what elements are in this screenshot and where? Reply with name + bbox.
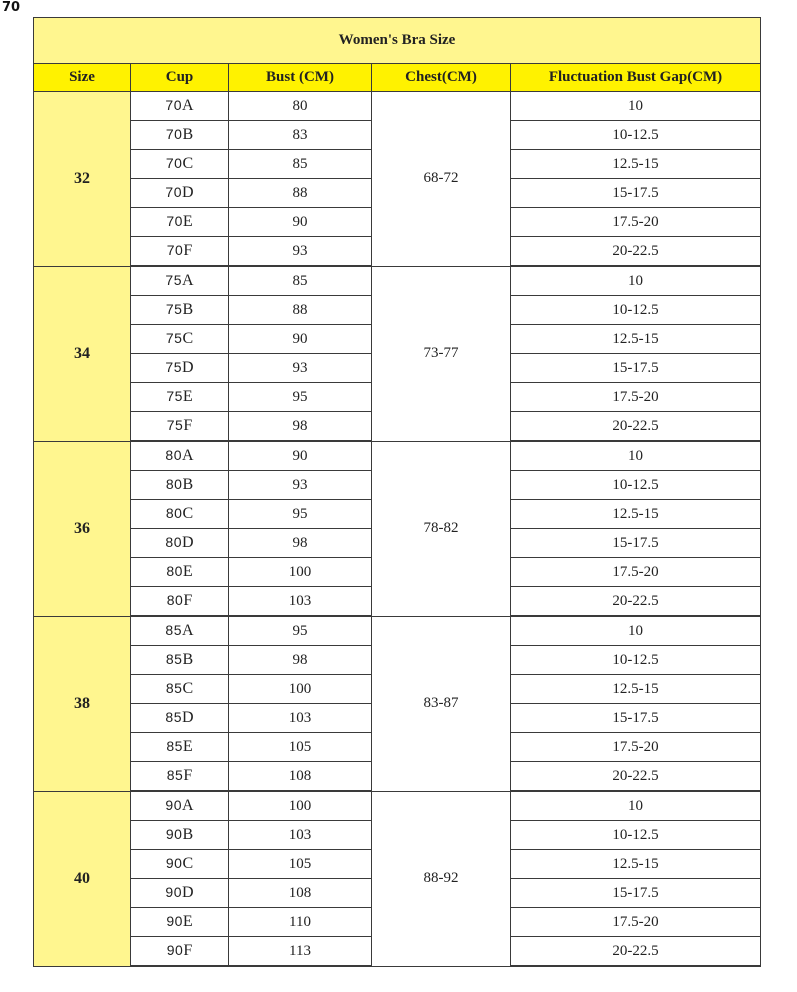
cup-letter: E [182,388,193,405]
gap-cell: 17.5-20 [511,383,761,412]
gap-cell: 10 [511,791,761,821]
bust-cell: 95 [229,500,372,529]
cup-cell [131,296,229,325]
bust-cell: 90 [229,441,372,471]
bust-cell: 95 [229,383,372,412]
cup-letter: F [183,592,193,609]
cup-band: 80 [165,447,182,463]
cup-cell [131,821,229,850]
cup-band: 75 [166,388,183,404]
bust-cell: 85 [229,266,372,296]
gap-cell: 10 [511,616,761,646]
cup-cell [131,500,229,529]
corner-label: 70 [2,0,21,15]
cup-band: 80 [166,563,183,579]
size-cell: 38 [34,616,131,791]
chest-cell: 73-77 [372,266,511,441]
bust-cell: 100 [229,791,372,821]
cup-band: 85 [166,738,183,754]
cup-letter: A [182,797,194,814]
table-row [34,441,761,471]
cup-band: 90 [166,942,184,958]
cup-cell [131,383,229,412]
chest-cell: 68-72 [372,92,511,267]
cup-letter: B [182,126,194,143]
cup-band: 90 [165,826,183,842]
table-title: Women's Bra Size [34,18,761,64]
bust-cell: 90 [229,325,372,354]
cup-band: 70 [165,97,182,113]
gap-cell: 15-17.5 [511,179,761,208]
gap-cell: 17.5-20 [511,208,761,237]
bust-cell: 108 [229,762,372,792]
cup-band: 70 [166,213,183,229]
gap-cell: 15-17.5 [511,354,761,383]
size-cell: 40 [34,791,131,966]
cup-band: 85 [165,709,182,725]
cup-band: 70 [165,126,183,142]
bust-cell: 108 [229,879,372,908]
table-row [34,92,761,121]
gap-cell: 12.5-15 [511,675,761,704]
bust-cell: 88 [229,296,372,325]
cup-letter: C [182,855,194,872]
cup-letter: C [182,330,194,347]
gap-cell: 10-12.5 [511,121,761,150]
size-cell: 36 [34,441,131,616]
cup-letter: F [183,417,193,434]
table-row [34,616,761,646]
cup-band: 85 [165,622,182,638]
cup-cell [131,354,229,383]
cup-cell [131,208,229,237]
gap-cell: 12.5-15 [511,325,761,354]
gap-cell: 10 [511,441,761,471]
cup-band: 85 [165,651,183,667]
bust-cell: 113 [229,937,372,967]
cup-letter: F [183,942,193,959]
cup-cell [131,558,229,587]
cup-letter: B [182,301,194,318]
gap-cell: 20-22.5 [511,762,761,792]
cup-cell [131,675,229,704]
cup-cell [131,791,229,821]
chest-cell: 88-92 [372,791,511,966]
cup-cell [131,412,229,442]
cup-letter: C [182,680,194,697]
cup-band: 75 [165,301,183,317]
gap-cell: 20-22.5 [511,587,761,617]
cup-letter: A [182,622,194,639]
gap-cell: 17.5-20 [511,558,761,587]
bust-cell: 95 [229,616,372,646]
gap-cell: 10-12.5 [511,471,761,500]
cup-band: 90 [166,913,183,929]
gap-cell: 10-12.5 [511,646,761,675]
gap-cell: 10-12.5 [511,296,761,325]
cup-letter: B [182,476,194,493]
gap-cell: 20-22.5 [511,412,761,442]
size-cell: 32 [34,92,131,267]
cup-letter: E [182,738,193,755]
cup-band: 75 [165,359,182,375]
gap-cell: 10 [511,266,761,296]
cup-cell [131,441,229,471]
header-size: Size [34,64,131,92]
cup-band: 75 [166,417,184,433]
cup-band: 80 [165,505,183,521]
cup-letter: D [182,884,194,901]
table-row [34,266,761,296]
cup-letter: D [182,709,194,726]
chest-cell: 83-87 [372,616,511,791]
bust-cell: 98 [229,529,372,558]
cup-band: 75 [165,330,183,346]
cup-letter: A [182,447,194,464]
cup-letter: A [182,97,194,114]
cup-cell [131,879,229,908]
cup-band: 90 [165,797,182,813]
table-row [34,791,761,821]
cup-letter: D [182,184,194,201]
bust-cell: 105 [229,733,372,762]
cup-letter: B [182,826,194,843]
cup-letter: D [182,359,194,376]
bust-cell: 93 [229,471,372,500]
bust-cell: 105 [229,850,372,879]
gap-cell: 17.5-20 [511,908,761,937]
cup-band: 85 [165,680,183,696]
bust-cell: 103 [229,704,372,733]
cup-band: 80 [166,592,184,608]
cup-cell [131,92,229,121]
cup-band: 85 [166,767,184,783]
cup-cell [131,850,229,879]
gap-cell: 12.5-15 [511,850,761,879]
cup-letter: B [182,651,194,668]
bust-cell: 85 [229,150,372,179]
cup-cell [131,616,229,646]
cup-cell [131,121,229,150]
cup-letter: A [182,272,194,289]
gap-cell: 15-17.5 [511,529,761,558]
gap-cell: 10-12.5 [511,821,761,850]
cup-cell [131,529,229,558]
cup-band: 90 [165,855,183,871]
cup-letter: D [182,534,194,551]
cup-cell [131,646,229,675]
bust-cell: 98 [229,412,372,442]
cup-band: 75 [165,272,182,288]
cup-band: 80 [165,534,182,550]
cup-letter: E [182,913,193,930]
cup-cell [131,237,229,267]
cup-cell [131,762,229,792]
bust-cell: 93 [229,237,372,267]
cup-cell [131,937,229,967]
bust-cell: 100 [229,675,372,704]
bust-cell: 83 [229,121,372,150]
gap-cell: 20-22.5 [511,937,761,967]
gap-cell: 20-22.5 [511,237,761,267]
cup-letter: E [182,213,193,230]
bust-cell: 98 [229,646,372,675]
cup-letter: C [182,505,194,522]
header-fluctuation: Fluctuation Bust Gap(CM) [511,64,761,92]
gap-cell: 17.5-20 [511,733,761,762]
cup-letter: F [183,242,193,259]
table-body [34,92,761,967]
gap-cell: 10 [511,92,761,121]
cup-cell [131,704,229,733]
gap-cell: 12.5-15 [511,500,761,529]
cup-cell [131,733,229,762]
bust-cell: 110 [229,908,372,937]
cup-band: 90 [165,884,182,900]
cup-band: 70 [165,184,182,200]
chest-cell: 78-82 [372,441,511,616]
bust-cell: 93 [229,354,372,383]
cup-band: 80 [165,476,183,492]
bust-cell: 80 [229,92,372,121]
gap-cell: 15-17.5 [511,879,761,908]
header-bust: Bust (CM) [229,64,372,92]
bust-cell: 90 [229,208,372,237]
gap-cell: 15-17.5 [511,704,761,733]
gap-cell: 12.5-15 [511,150,761,179]
cup-cell [131,325,229,354]
cup-cell [131,266,229,296]
bust-cell: 88 [229,179,372,208]
header-cup: Cup [131,64,229,92]
cup-cell [131,179,229,208]
cup-letter: C [182,155,194,172]
bust-cell: 103 [229,587,372,617]
cup-cell [131,587,229,617]
cup-band: 70 [166,242,184,258]
cup-cell [131,150,229,179]
bra-size-table [33,17,761,967]
cup-band: 70 [165,155,183,171]
cup-cell [131,471,229,500]
bust-cell: 100 [229,558,372,587]
size-cell: 34 [34,266,131,441]
bust-cell: 103 [229,821,372,850]
header-chest: Chest(CM) [372,64,511,92]
cup-letter: F [183,767,193,784]
cup-letter: E [182,563,193,580]
cup-cell [131,908,229,937]
